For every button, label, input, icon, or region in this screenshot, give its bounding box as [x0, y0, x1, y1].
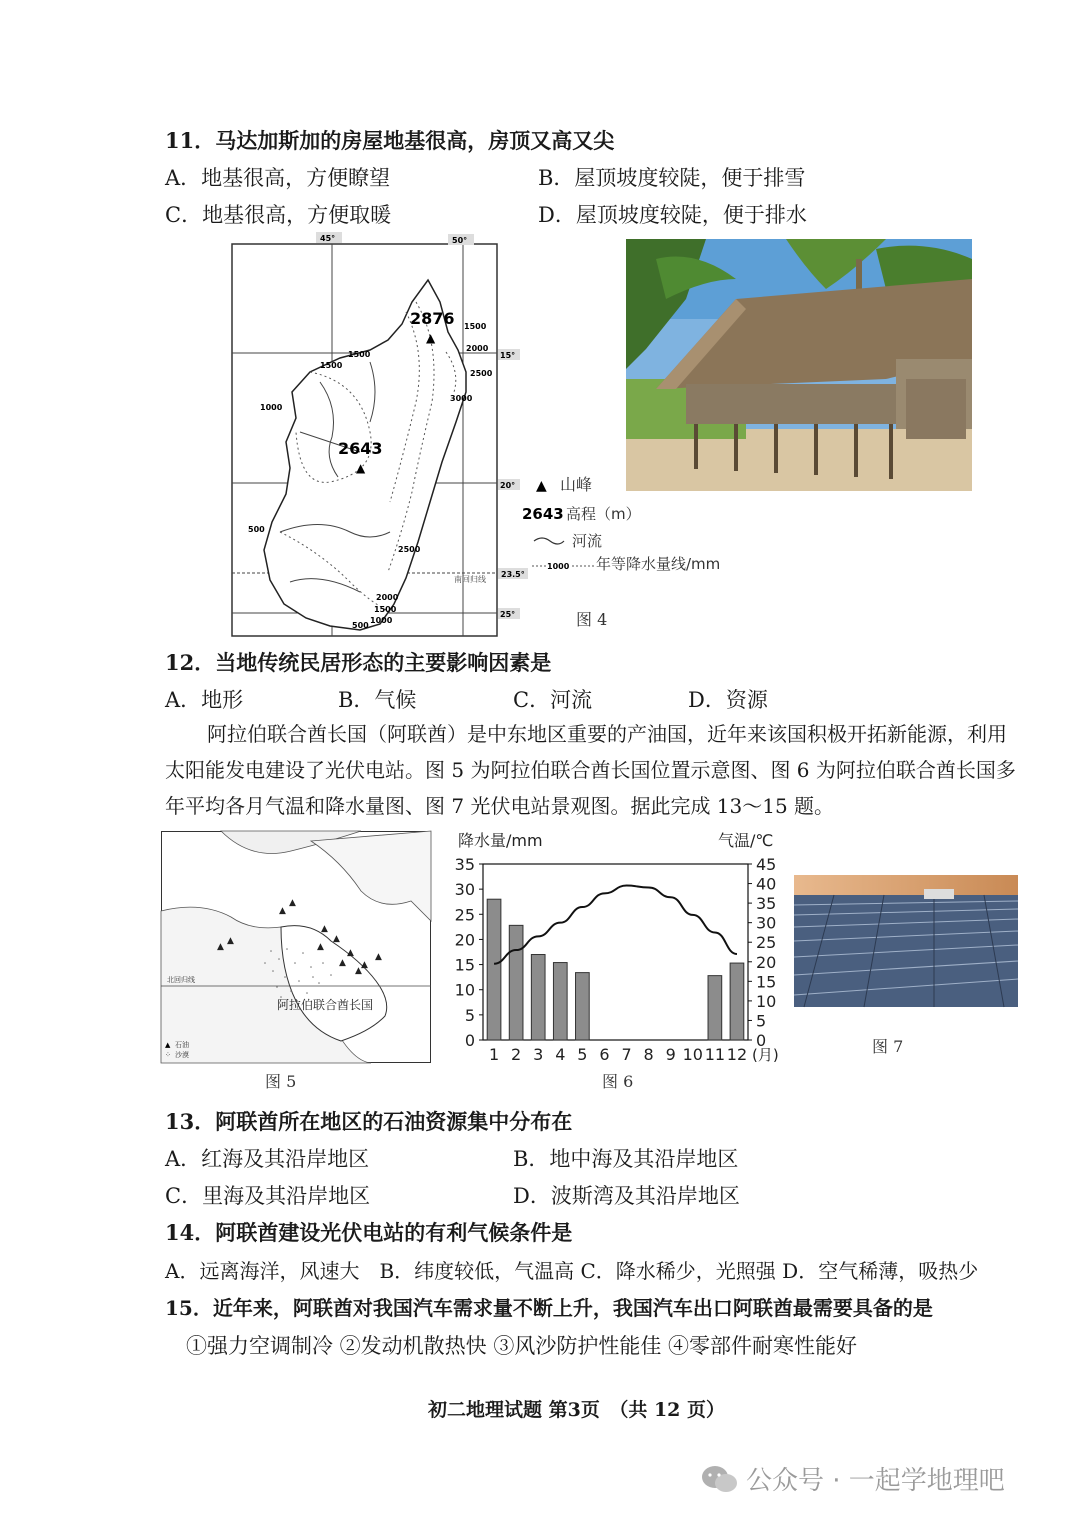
month-tick-label: 10	[682, 1045, 703, 1064]
left-tick-label: 5	[464, 1005, 475, 1025]
svg-text:▲: ▲	[361, 960, 368, 970]
legend-peak-icon: ▲	[536, 478, 547, 494]
fig5-legend-oil: 石油	[175, 1041, 189, 1049]
month-tick-label: 6	[599, 1045, 610, 1064]
right-tick-label: 0	[756, 1031, 767, 1050]
iso-label: 3000	[450, 394, 473, 403]
svg-text:⁘: ⁘	[165, 1051, 171, 1059]
svg-text:▲: ▲	[165, 1041, 171, 1049]
q14-stem: 14．阿联酋建设光伏电站的有利气候条件是	[165, 1220, 573, 1245]
left-tick-label: 20	[454, 930, 475, 950]
iso-label: 2500	[398, 545, 421, 554]
iso-label: 1500	[320, 361, 343, 370]
month-tick-label: 9	[665, 1045, 676, 1064]
fig6-ylabel-right: 气温/℃	[718, 831, 774, 850]
month-tick-label: 5	[577, 1045, 588, 1064]
svg-text:▲: ▲	[375, 952, 382, 962]
precipitation-bar	[576, 973, 590, 1040]
q15-stem: 15．近年来，阿联酋对我国汽车需求量不断上升，我国汽车出口阿联酋最需要具备的是	[165, 1296, 933, 1320]
lon50-label: 50°	[452, 236, 468, 245]
precipitation-bar	[487, 899, 501, 1040]
q13-option-b: B．地中海及其沿岸地区	[513, 1147, 739, 1171]
fig6-caption: 图 6	[602, 1072, 634, 1091]
q13-option-d: D．波斯湾及其沿岸地区	[513, 1184, 740, 1208]
svg-text:▲: ▲	[339, 958, 346, 968]
right-tick-label: 45	[756, 855, 777, 874]
peak-2876: 2876	[410, 309, 455, 328]
q14-options: A．远离海洋，风速大 B．纬度较低，气温高 C．降水稀少，光照强 D．空气稀薄，吸热少	[165, 1259, 979, 1283]
precipitation-bar	[708, 976, 722, 1040]
month-tick-label: 8	[643, 1045, 654, 1064]
svg-text:▲: ▲	[279, 906, 286, 916]
q11-option-b: B．屋顶坡度较陡，便于排雪	[538, 166, 806, 190]
left-tick-label: 15	[454, 955, 475, 975]
intro-paragraph	[165, 716, 1025, 824]
month-tick-label: 7	[621, 1045, 632, 1064]
left-tick-label: 35	[454, 855, 475, 874]
peak-2643: 2643	[338, 439, 383, 458]
fig6-month-unit: (月)	[752, 1046, 779, 1064]
right-tick-label: 35	[756, 894, 777, 914]
iso-label: 1000	[260, 403, 283, 412]
legend-isohyet: 年等降水量线/mm	[596, 555, 721, 573]
left-tick-label: 30	[454, 880, 475, 900]
fig7-pv-station-photo	[794, 875, 1018, 1007]
q11-option-c: C．地基很高，方便取暖	[165, 203, 392, 227]
fig5-country-label: 阿拉伯联合酋长国	[277, 998, 374, 1012]
fig4-madagascar-map	[220, 232, 641, 642]
wechat-icon	[700, 1463, 740, 1495]
left-tick-label: 0	[464, 1031, 475, 1050]
q13-option-c: C．里海及其沿岸地区	[165, 1184, 371, 1208]
right-tick-label: 15	[756, 972, 777, 992]
month-tick-label: 3	[533, 1045, 544, 1064]
svg-text:▲: ▲	[289, 898, 296, 908]
fig6-ylabel-left: 降水量/mm	[458, 831, 543, 850]
month-tick-label: 11	[704, 1045, 726, 1064]
q11-stem: 11．马达加斯加的房屋地基很高，房顶又高又尖	[165, 128, 615, 153]
page-footer: 初二地理试题 第3页 （共 12 页）	[428, 1399, 726, 1421]
lat15-label: 15°	[500, 351, 516, 360]
right-tick-label: 25	[756, 933, 777, 953]
q12-option-c: C．河流	[513, 688, 593, 712]
month-tick-label: 1	[488, 1045, 500, 1064]
svg-text:▲: ▲	[347, 948, 354, 958]
precipitation-bar	[553, 963, 567, 1040]
temperature-line	[494, 886, 737, 964]
precipitation-bar	[531, 955, 545, 1040]
right-tick-label: 40	[756, 874, 777, 894]
fig5-caption: 图 5	[265, 1072, 297, 1091]
month-tick-label: 2	[511, 1045, 522, 1064]
watermark-text: 公众号 · 一起学地理吧	[746, 1466, 1005, 1496]
precipitation-bar	[509, 925, 523, 1040]
right-tick-label: 10	[756, 991, 777, 1011]
peak-2-icon: ▲	[356, 461, 366, 475]
fig7-caption: 图 7	[872, 1037, 904, 1056]
q11-option-a: A．地基很高，方便瞭望	[165, 166, 391, 190]
legend-peak: 山峰	[560, 475, 593, 494]
iso-label: 1000	[370, 616, 393, 625]
q13-stem: 13．阿联酋所在地区的石油资源集中分布在	[165, 1109, 573, 1134]
legend-elev: 高程（m）	[566, 505, 641, 523]
fig4-caption: 图 4	[576, 610, 608, 629]
legend-iso-num: 1000	[547, 562, 570, 571]
legend-river-icon	[534, 538, 564, 544]
month-tick-label: 4	[555, 1045, 566, 1064]
lat20-label: 20°	[500, 481, 516, 490]
iso-label: 2500	[470, 369, 493, 378]
iso-label: 1500	[464, 322, 487, 331]
fig6-climate-chart	[440, 828, 790, 1068]
iso-label: 2000	[376, 593, 399, 602]
svg-text:▲: ▲	[333, 934, 340, 944]
svg-text:▲: ▲	[355, 966, 362, 976]
fig5-legend-sand: 沙漠	[175, 1051, 189, 1059]
fig5-middle-east-map	[161, 831, 431, 1063]
right-tick-label: 30	[756, 913, 777, 933]
fig5-tropic-label: 北回归线	[167, 976, 195, 984]
q12-stem: 12．当地传统民居形态的主要影响因素是	[165, 650, 552, 675]
left-tick-label: 25	[454, 905, 475, 925]
q12-option-b: B．气候	[338, 688, 417, 712]
intro-text: 阿拉伯联合酋长国（阿联酋）是中东地区重要的产油国，近年来该国积极开拓新能源，利用太阳能发电建设了光伏电站。图 5 为阿拉伯联合酋长国位置示意图、图 6 为阿拉伯联合酋长国多年平均各月气温和降水量图、图 7 光伏电站景观图。据此完成 13～15 题。	[165, 722, 1016, 818]
right-tick-label: 5	[756, 1011, 767, 1031]
precipitation-bar	[730, 963, 744, 1040]
q15-items: ①强力空调制冷 ②发动机散热快 ③风沙防护性能佳 ④零部件耐寒性能好	[186, 1334, 858, 1358]
iso-label: 500	[352, 621, 369, 630]
legend-river: 河流	[572, 532, 603, 550]
svg-text:▲: ▲	[321, 924, 328, 934]
lat23-label: 23.5°	[501, 570, 525, 579]
iso-label: 500	[248, 525, 265, 534]
tropic-label: 南回归线	[454, 575, 486, 584]
left-tick-label: 10	[454, 980, 475, 1000]
iso-label: 1500	[348, 350, 371, 359]
month-tick-label: 12	[726, 1045, 748, 1064]
stilt-house-photo	[626, 239, 972, 491]
svg-text:▲: ▲	[217, 942, 224, 952]
iso-label: 1500	[374, 605, 397, 614]
legend-elev-num: 2643	[522, 505, 564, 523]
lon45-label: 45°	[320, 234, 336, 243]
q13-option-a: A．红海及其沿岸地区	[165, 1147, 370, 1171]
svg-text:▲: ▲	[317, 942, 324, 952]
iso-label: 2000	[466, 344, 489, 353]
peak-1-icon: ▲	[426, 331, 436, 345]
right-tick-label: 20	[756, 952, 777, 972]
q12-option-a: A．地形	[165, 688, 244, 712]
q12-option-d: D．资源	[688, 688, 768, 712]
svg-text:▲: ▲	[227, 936, 234, 946]
lat25-label: 25°	[500, 610, 516, 619]
q11-option-d: D．屋顶坡度较陡，便于排水	[538, 203, 807, 227]
watermark	[700, 1460, 1005, 1497]
